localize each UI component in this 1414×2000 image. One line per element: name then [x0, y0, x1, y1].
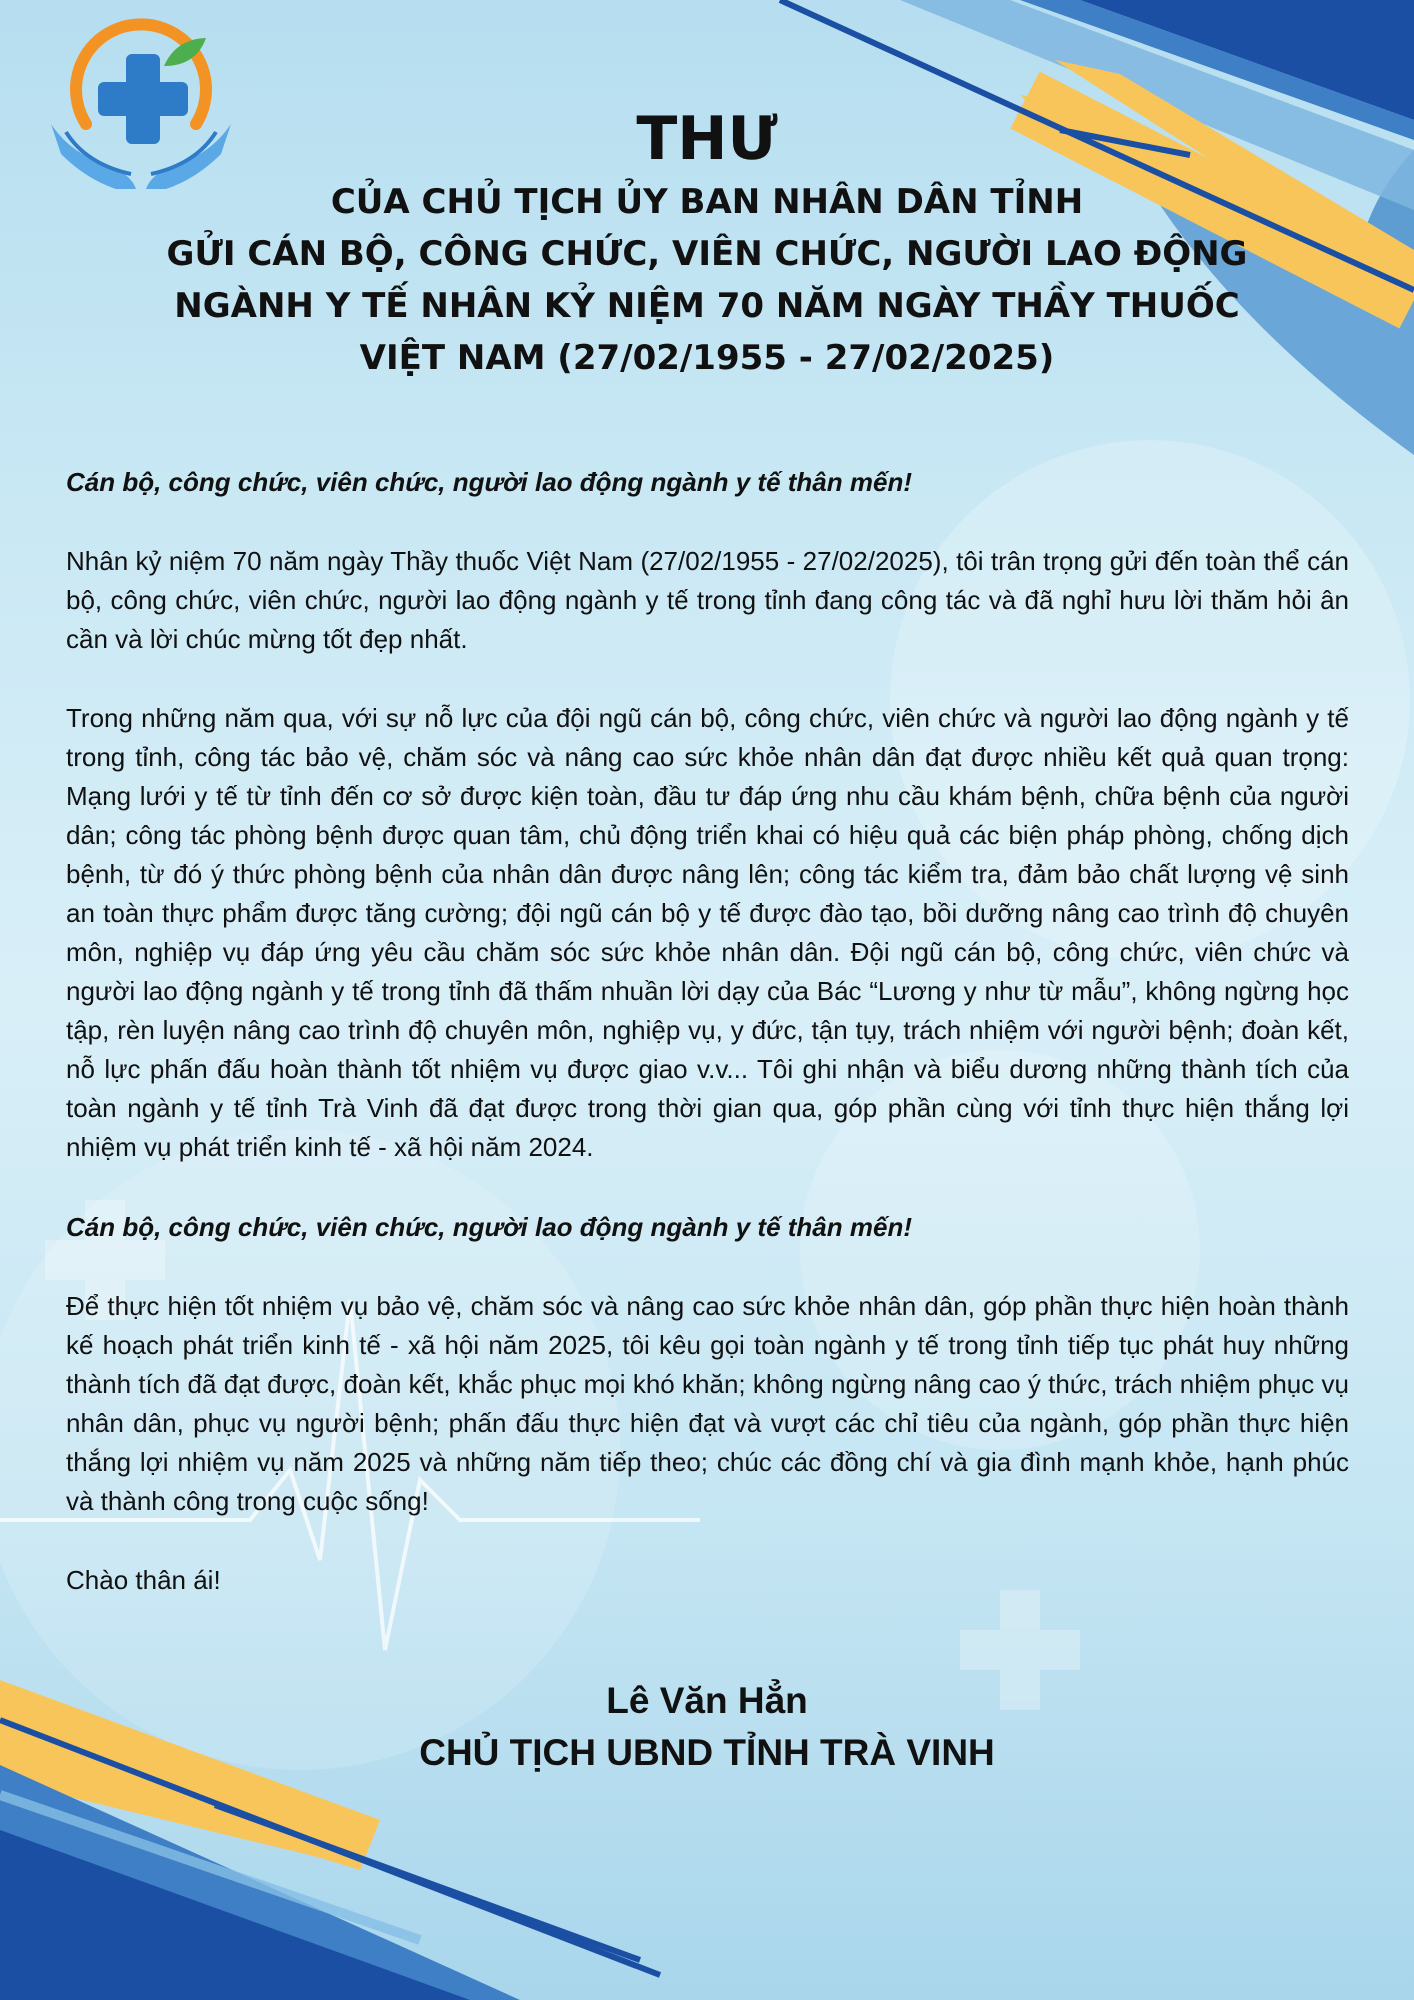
signer-title: CHỦ TỊCH UBND TỈNH TRÀ VINH — [419, 1732, 995, 1773]
letter-header — [0, 104, 1414, 384]
signature-block — [0, 1675, 1414, 1779]
paragraph-2: Trong những năm qua, với sự nỗ lực của đội ngũ cán bộ, công chức, viên chức và người lao động ngành y tế trong tỉnh, công tác bảo vệ, chăm sóc và nâng cao sức khỏe nhân dân đạt được nhiều kết quả quan trọng: Mạng lưới y tế từ tỉnh đến cơ sở được kiện toàn, đầu tư đáp ứng nhu cầu khám bệnh, chữa bệnh của người dân; công tác phòng bệnh được quan tâm, chủ động triển khai có hiệu quả các biện pháp phòng, chống dịch bệnh, từ đó ý thức phòng bệnh của nhân dân được nâng lên; công tác kiểm tra, đảm bảo chất lượng vệ sinh an toàn thực phẩm được tăng cường; đội ngũ cán bộ y tế được đào tạo, bồi dưỡng nâng cao trình độ chuyên môn, nghiệp vụ đáp ứng yêu cầu chăm sóc sức khỏe nhân dân. Đội ngũ cán bộ, công chức, viên chức và người lao động ngành y tế trong tỉnh đã thấm nhuần lời dạy của Bác “Lương y như từ mẫu”, không ngừng học tập, rèn luyện nâng cao trình độ chuyên môn, nghiệp vụ, y đức, tận tụy, trách nhiệm với người bệnh; đoàn kết, nỗ lực phấn đấu hoàn thành tốt nhiệm vụ được giao v.v... Tôi ghi nhận và biểu dương những thành tích của toàn ngành y tế tỉnh Trà Vinh đã đạt được trong thời gian qua, góp phần cùng với tỉnh thực hiện thắng lợi nhiệm vụ phát triển kinh tế - xã hội năm 2024. — [66, 703, 1349, 1162]
greeting-2: Cán bộ, công chức, viên chức, người lao động ngành y tế thân mến! — [66, 1212, 912, 1242]
closing-line: Chào thân ái! — [66, 1565, 221, 1595]
signer-name: Lê Văn Hẳn — [606, 1680, 808, 1721]
subtitle-line-3: NGÀNH Y TẾ NHÂN KỶ NIỆM 70 NĂM NGÀY THẦY THUỐC — [174, 286, 1240, 326]
subtitle-line-1: CỦA CHỦ TỊCH ỦY BAN NHÂN DÂN TỈNH — [330, 182, 1084, 222]
paragraph-1: Nhân kỷ niệm 70 năm ngày Thầy thuốc Việt Nam (27/02/1955 - 27/02/2025), tôi trân trọng gửi đến toàn thể cán bộ, công chức, viên chức, người lao động ngành y tế trong tỉnh đang công tác và đã nghỉ hưu lời thăm hỏi ân cần và lời chúc mừng tốt đẹp nhất. — [66, 546, 1349, 654]
letter-title: THƯ — [636, 104, 778, 174]
paragraph-3: Để thực hiện tốt nhiệm vụ bảo vệ, chăm sóc và nâng cao sức khỏe nhân dân, góp phần thực hiện hoàn thành kế hoạch phát triển kinh tế - xã hội năm 2025, tôi kêu gọi toàn ngành y tế trong tỉnh tiếp tục phát huy những thành tích đã đạt được, đoàn kết, khắc phục mọi khó khăn; không ngừng nâng cao ý thức, trách nhiệm phục vụ nhân dân, phục vụ người bệnh; phấn đấu thực hiện đạt và vượt các chỉ tiêu của ngành, góp phần thực hiện thắng lợi nhiệm vụ năm 2025 và những năm tiếp theo; chúc các đồng chí và gia đình mạnh khỏe, hạnh phúc và thành công trong cuộc sống! — [66, 1291, 1349, 1516]
subtitle-line-4: VIỆT NAM (27/02/1955 - 27/02/2025) — [359, 338, 1055, 378]
letter-body — [66, 463, 1349, 1600]
greeting-1: Cán bộ, công chức, viên chức, người lao động ngành y tế thân mến! — [66, 467, 912, 497]
subtitle-line-2: GỬI CÁN BỘ, CÔNG CHỨC, VIÊN CHỨC, NGƯỜI LAO ĐỘNG — [166, 234, 1248, 274]
